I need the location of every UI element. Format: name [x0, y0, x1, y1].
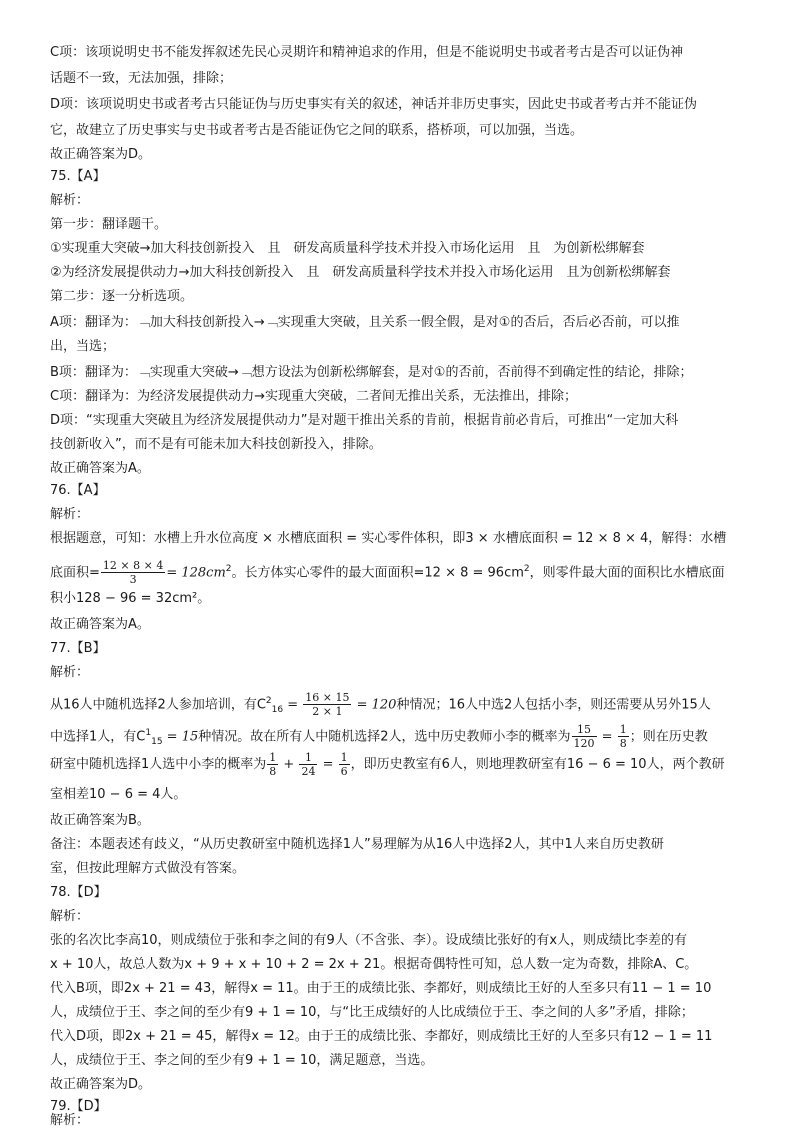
formula-text: = — [318, 757, 338, 772]
subscript: 15 — [151, 736, 163, 747]
text-line: D项：“实现重大突破且为经济发展提供动力”是对题干推出关系的肯前，根据肯前必肯后，可推出“一定加大科 — [50, 413, 679, 428]
fraction-denominator: 8 — [269, 765, 277, 778]
fraction — [303, 691, 351, 718]
analysis-heading: 解析： — [50, 193, 90, 208]
formula-text: 种情况；16人中选2人包括小李，则还需要从另外15人 — [396, 697, 711, 713]
superscript: 1 — [145, 728, 152, 738]
fraction-denominator: 6 — [340, 765, 348, 778]
text-line: 出，当选； — [50, 339, 116, 354]
analysis-heading: 解析： — [50, 909, 90, 924]
text-line: x + 10人，故总人数为x + 9 + x + 10 + 2 = 2x + 21。根据奇偶特性可知，总人数一定为奇数，排除A、C。 — [50, 957, 698, 972]
question-number: 76.【A】 — [50, 483, 106, 498]
question-number: 77.【B】 — [50, 641, 106, 656]
answer-line: 故正确答案为A。 — [50, 461, 150, 476]
text-line: 室相差10 − 6 = 4人。 — [50, 787, 187, 802]
text-line: 话题不一致，无法加强，排除； — [50, 71, 233, 86]
formula-line — [50, 684, 770, 718]
fraction — [572, 723, 597, 750]
formula-text: 种情况。故在所有人中随机选择2人，选中历史教师小李的概率为 — [198, 729, 571, 745]
text-line: ②为经济发展提供动力→加大科技创新投入 且 研发高质量科学技术并投入市场化运用 且为创新松绑解套 — [50, 265, 671, 280]
formula-text: ；则在历史教 — [629, 729, 708, 745]
analysis-heading: 解析： — [50, 507, 90, 522]
fraction-numerator: 15 — [572, 723, 597, 737]
note-line: 备注：本题表述有歧义，“从历史教研室中随机选择1人”易理解为从16人中选择2人，其中1人来自历史教研 — [50, 837, 664, 852]
text-line: 根据题意，可知：水槽上升水位高度 × 水槽底面积 = 实心零件体积，即3 × 水槽底面积 = 12 × 8 × 4，解得：水槽 — [50, 531, 727, 546]
answer-line: 故正确答案为B。 — [50, 813, 150, 828]
formula-text: ，则零件最大面的面积比水槽底面 — [529, 565, 725, 581]
answer-line: 故正确答案为D。 — [50, 147, 152, 162]
fraction-numerator: 16 × 15 — [305, 691, 350, 705]
superscript: 2 — [225, 564, 232, 574]
fraction-denominator: 3 — [129, 573, 137, 587]
text-line: ①实现重大突破→加大科技创新投入 且 研发高质量科学技术并投入市场化运用 且 为创新松绑解套 — [50, 241, 645, 256]
text-line: 代入D项，即2x + 21 = 45，解得x = 12。由于王的成绩比张、李都好，则成绩比王好的人至多只有12 − 1 = 11 — [50, 1029, 713, 1044]
formula-text: 中选择1人，有C — [50, 729, 146, 745]
fraction-denominator: 120 — [573, 737, 595, 751]
text-line: 张的名次比李高10，则成绩位于张和李之间的有9人（不含张、李）。设成绩比张好的有x人，则成绩比李差的有 — [50, 933, 688, 948]
text-line: A项：翻译为：﹁加大科技创新投入→﹁实现重大突破，且关系一假全假，是对①的否后，否后必否前，可以推 — [50, 315, 680, 330]
superscript: 2 — [265, 696, 272, 706]
formula-text: 从16人中随机选择2人参加培训，有C — [50, 697, 266, 713]
analysis-heading: 解析： — [50, 665, 90, 680]
formula-text: ，即历史教室有6人，则地理教研室有16 − 6 = 10人，两个教研 — [350, 757, 725, 772]
analysis-heading: 解析： — [50, 1113, 90, 1128]
formula-text: + — [279, 757, 299, 772]
text-line: 积小128 − 96 = 32cm²。 — [50, 591, 211, 606]
question-number: 78.【D】 — [50, 885, 107, 900]
fraction-denominator: 2 × 1 — [312, 705, 343, 719]
formula-line — [50, 716, 770, 750]
text-line: 代入B项，即2x + 21 = 43，解得x = 11。由于王的成绩比张、李都好，则成绩比王好的人至多只有11 − 1 = 10 — [50, 981, 712, 996]
text-line: 它，故建立了历史事实与史书或者考古是否能证伪它之间的联系，搭桥项，可以加强，当选。 — [50, 123, 584, 138]
formula-text: = — [597, 729, 617, 745]
fraction-denominator: 24 — [301, 765, 316, 778]
subscript: 16 — [271, 704, 284, 715]
question-number: 79.【D】 — [50, 1099, 107, 1114]
text-line: C项：该项说明史书不能发挥叙述先民心灵期许和精神追求的作用，但是不能说明史书或者考古是否可以证伪神 — [50, 45, 684, 60]
fraction-numerator: 1 — [340, 751, 348, 764]
formula-line — [50, 552, 770, 586]
formula-text: 底面积= — [50, 565, 100, 581]
text-line: 第二步：逐一分析选项。 — [50, 289, 194, 304]
fraction — [339, 751, 350, 778]
answer-line: 故正确答案为D。 — [50, 1077, 152, 1092]
fraction — [299, 751, 317, 778]
fraction-numerator: 12 × 8 × 4 — [102, 559, 164, 573]
fraction — [618, 723, 629, 750]
text-line: C项：翻译为：为经济发展提供动力→实现重大突破，二者间无推出关系，无法推出，排除； — [50, 389, 577, 404]
fraction-numerator: 1 — [269, 751, 277, 764]
formula-text: = 120 — [352, 697, 397, 713]
text-line: 技创新收入”，而不是有可能未加大科技创新投入，排除。 — [50, 437, 382, 452]
formula-text: = 15 — [162, 729, 199, 745]
answer-line: 故正确答案为A。 — [50, 617, 150, 632]
fraction-numerator: 1 — [619, 723, 627, 737]
text-line: B项：翻译为：﹁实现重大突破→﹁想方设法为创新松绑解套，是对①的否前，否前得不到确定性的结论，排除； — [50, 365, 693, 380]
formula-text: 研室中随机选择1人选中小李的概率为 — [50, 757, 267, 772]
formula-text: 。长方体实心零件的最大面面积=12 × 8 = 96cm — [231, 565, 524, 581]
fraction-numerator: 1 — [299, 751, 317, 765]
fraction — [101, 559, 165, 586]
text-line: 第一步：翻译题干。 — [50, 217, 168, 232]
note-line: 室，但按此理解方式做没有答案。 — [50, 861, 246, 876]
text-line: D项：该项说明史书或者考古只能证伪与历史事实有关的叙述，神话并非历史事实，因此史书或者考古并不能证伪 — [50, 97, 698, 112]
fraction-denominator: 8 — [619, 737, 627, 751]
question-number: 75.【A】 — [50, 169, 106, 184]
text-line: 人，成绩位于王、李之间的至少有9 + 1 = 10，与“比王成绩好的人比成绩位于王、李之间的人多”矛盾，排除； — [50, 1005, 694, 1020]
formula-text: = — [283, 697, 303, 713]
formula-line — [50, 748, 770, 782]
fraction — [267, 751, 278, 778]
text-line: 人，成绩位于王、李之间的至少有9 + 1 = 10，满足题意，当选。 — [50, 1053, 434, 1068]
superscript: 2 — [523, 564, 530, 574]
formula-text: = 128cm — [166, 565, 226, 581]
